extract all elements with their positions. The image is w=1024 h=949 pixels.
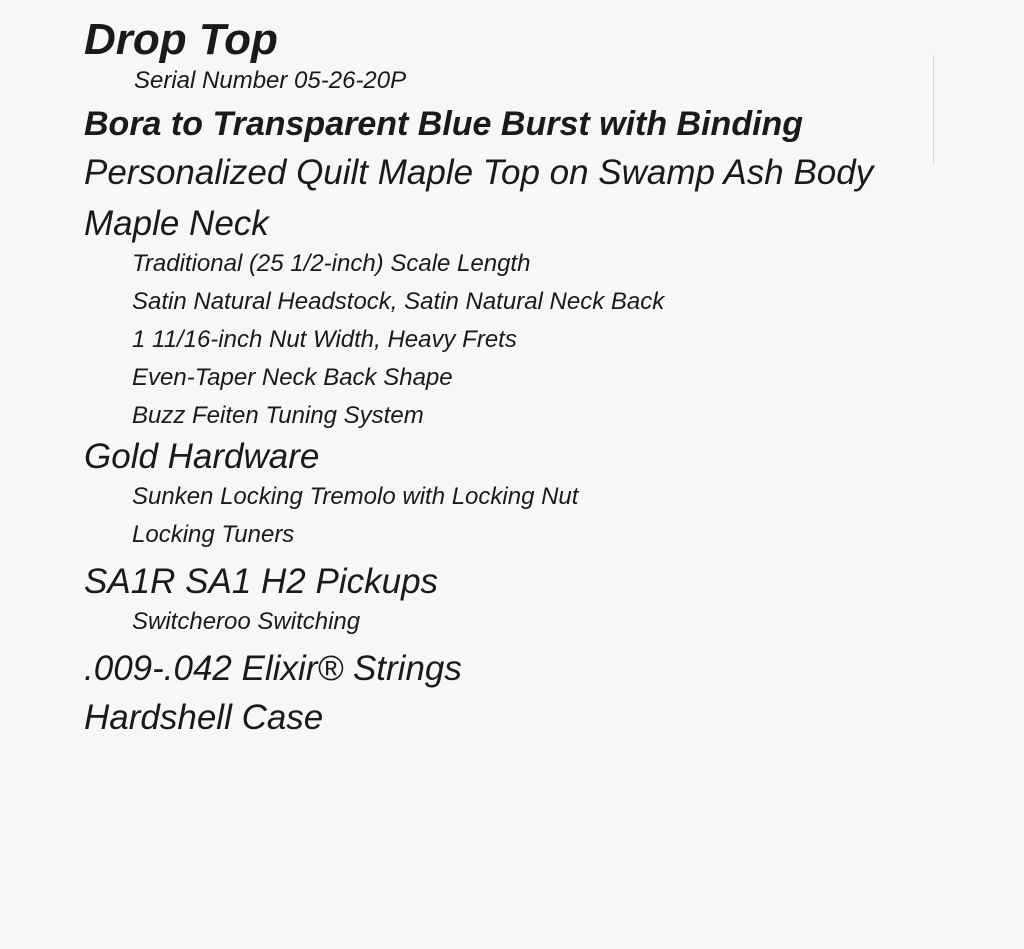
model-title: Drop Top <box>84 15 278 64</box>
pickups-item: Switcheroo Switching <box>132 608 361 635</box>
neck-item: 1 11/16-inch Nut Width, Heavy Frets <box>132 326 517 353</box>
strings-line: .009-.042 Elixir® Strings <box>84 649 462 688</box>
neck-heading: Maple Neck <box>84 204 269 243</box>
case-line: Hardshell Case <box>84 698 324 737</box>
hardware-heading: Gold Hardware <box>84 437 320 476</box>
pickups-heading: SA1R SA1 H2 Pickups <box>84 562 439 601</box>
spec-sheet <box>84 14 944 739</box>
neck-item: Traditional (25 1/2-inch) Scale Length <box>132 250 531 277</box>
finish-description: Bora to Transparent Blue Burst with Binding <box>84 105 804 143</box>
body-description: Personalized Quilt Maple Top on Swamp Ash Body <box>84 153 874 192</box>
serial-number: Serial Number 05-26-20P <box>134 67 407 94</box>
neck-item: Buzz Feiten Tuning System <box>132 402 424 429</box>
neck-item: Satin Natural Headstock, Satin Natural Neck Back <box>132 288 665 315</box>
neck-item: Even-Taper Neck Back Shape <box>132 364 453 391</box>
hardware-item: Sunken Locking Tremolo with Locking Nut <box>132 483 579 510</box>
hardware-item: Locking Tuners <box>132 521 295 548</box>
